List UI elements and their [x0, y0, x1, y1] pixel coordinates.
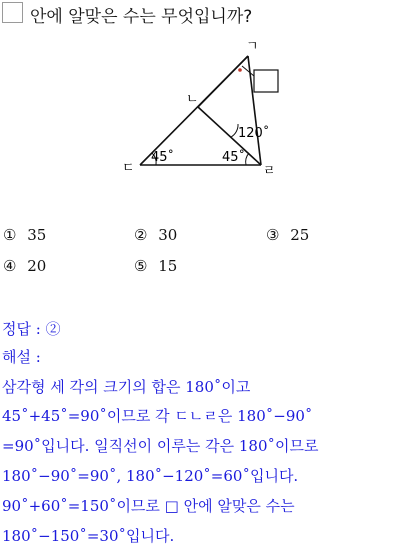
angle-label-right-45: 45˚ — [222, 150, 246, 165]
solution-line-1: 삼각형 세 각의 크기의 합은 180˚이고 — [2, 378, 251, 396]
choice-3[interactable] — [266, 226, 309, 244]
label-g: ㄱ — [246, 39, 259, 54]
choice-5-num: ⑤ — [134, 257, 148, 275]
triangle-figure — [0, 0, 400, 180]
choice-4-num: ④ — [3, 257, 17, 275]
solution-line-2: 45˚+45˚=90˚이므로 각 ㄷㄴㄹ은 180˚−90˚ — [2, 407, 313, 425]
solution-line-3: =90˚입니다. 일직선이 이루는 각은 180˚이므로 — [2, 437, 319, 455]
angle-mark-dot — [238, 68, 242, 72]
solution-line-5: 90˚+60˚=150˚이므로 □ 안에 알맞은 수는 — [2, 497, 295, 515]
choice-4[interactable] — [3, 257, 46, 275]
choice-4-value: 20 — [27, 257, 47, 275]
label-d: ㄷ — [122, 161, 135, 176]
solution-line-4: 180˚−90˚=90˚, 180˚−120˚=60˚입니다. — [2, 467, 299, 485]
angle-label-120: 120˚ — [238, 126, 270, 141]
choice-1[interactable] — [3, 226, 46, 244]
solution-heading: 해설 : — [2, 348, 41, 366]
choice-2-num: ② — [134, 226, 148, 244]
choice-5-value: 15 — [158, 257, 178, 275]
arc-120 — [231, 124, 238, 137]
solution-line-6: 180˚−150˚=30˚입니다. — [2, 527, 175, 545]
question-text: 안에 알맞은 수는 무엇입니까? — [30, 7, 253, 27]
unknown-angle-box — [254, 70, 278, 92]
choice-3-num: ③ — [266, 226, 280, 244]
choice-3-value: 25 — [290, 226, 310, 244]
choice-5[interactable] — [134, 257, 177, 275]
label-r: ㄹ — [263, 164, 276, 179]
choice-1-value: 35 — [27, 226, 47, 244]
angle-label-left-45: 45˚ — [151, 150, 175, 165]
arc-right-45 — [246, 153, 249, 165]
choice-1-num: ① — [3, 226, 17, 244]
choice-2-value: 30 — [158, 226, 178, 244]
label-n: ㄴ — [186, 92, 199, 107]
line-n-g-extended — [198, 56, 248, 107]
answer-text: 정답 : ② — [2, 320, 61, 338]
choice-2[interactable] — [134, 226, 177, 244]
